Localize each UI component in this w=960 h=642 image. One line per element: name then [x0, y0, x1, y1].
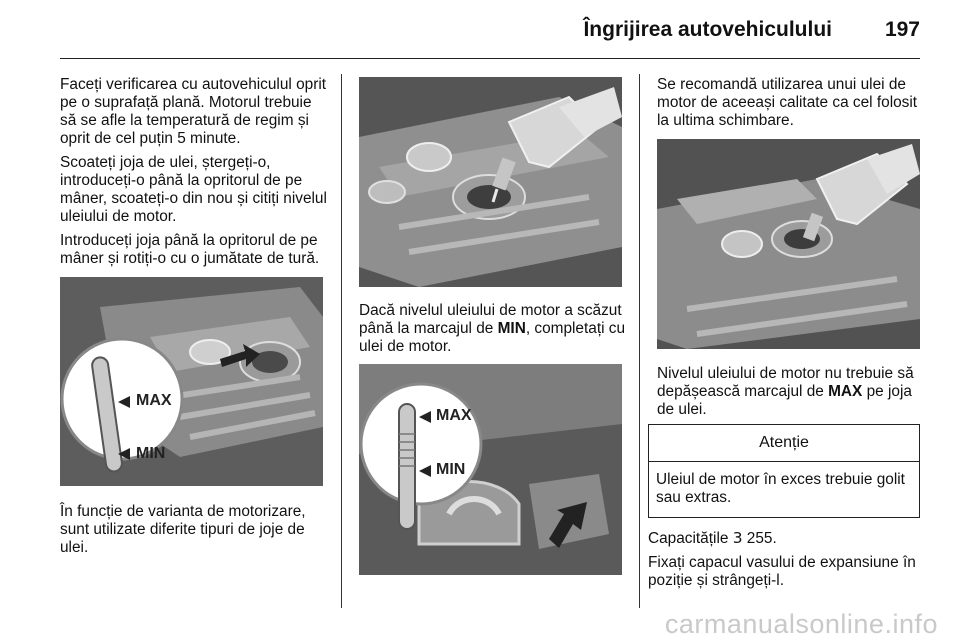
- min-label: MIN: [436, 461, 466, 478]
- page-reference-arrow-icon: 3: [732, 529, 743, 547]
- engine-illustration-3: [359, 364, 622, 575]
- paragraph-max-limit-text-2: pe joja de ulei.: [657, 383, 912, 418]
- engine-illustration-2: [359, 77, 622, 287]
- engine-illustration-1: [60, 277, 323, 486]
- capacities-label: Capacitățile: [648, 530, 733, 547]
- engine-illustration-4: [657, 139, 920, 349]
- header-divider: [60, 58, 920, 59]
- column-3-text-bottom: [648, 529, 923, 596]
- column-1: [60, 76, 332, 274]
- caution-body: Uleiul de motor în exces trebuie golit sau extras.: [656, 471, 905, 506]
- min-mark-bold: MIN: [497, 320, 526, 337]
- column-2-text: [359, 302, 631, 362]
- figure-dipstick-engine-1: [60, 277, 323, 486]
- page-number: 197: [884, 18, 920, 41]
- paragraph-dipstick-types: În funcție de varianta de motorizare, sunt utilizate diferite tipuri de joje de ulei.: [60, 503, 306, 556]
- figure-oil-filling-1: [359, 77, 622, 287]
- watermark: carmanualsonline.info: [664, 609, 938, 639]
- capacities-page-ref: 255.: [742, 530, 777, 547]
- paragraph-top-up: [359, 302, 631, 356]
- max-label: MAX: [136, 392, 172, 409]
- page-title: Îngrijirea autovehiculului: [583, 18, 832, 41]
- figure-oil-filling-2: [657, 139, 920, 349]
- column-divider-2: [639, 74, 640, 608]
- paragraph-check-conditions: Faceți verificarea cu autovehiculul oprit pe o suprafață plană. Motorul trebuie să se afle la temperatură de regim și oprit de cel puțin 5 minute.: [60, 76, 327, 147]
- column-3-text-mid: [657, 365, 923, 425]
- caution-title: Atenție: [649, 425, 919, 462]
- figure-dipstick-engine-2: [359, 364, 622, 575]
- paragraph-oil-quality: Se recomandă utilizarea unui ulei de motor de aceeași calitate ca cel folosit la ultima schimbare.: [657, 76, 918, 129]
- max-mark-bold: MAX: [828, 383, 863, 400]
- paragraph-dipstick-read: Scoateți joja de ulei, ștergeți-o, introduceți-o până la opritorul de pe mâner, scoateți-o din nou și citiți nivelul uleiului de motor.: [60, 154, 327, 225]
- column-divider-1: [341, 74, 342, 608]
- paragraph-capacities: [648, 529, 923, 548]
- caution-box: [648, 424, 920, 518]
- paragraph-expansion-cap: Fixați capacul vasului de expansiune în poziție și strângeți-l.: [648, 554, 916, 589]
- max-label: MAX: [436, 407, 472, 424]
- paragraph-max-limit: [657, 365, 923, 419]
- column-3-text-top: [657, 76, 923, 136]
- min-label: MIN: [136, 445, 166, 462]
- paragraph-max-limit-text-1: Nivelul uleiului de motor nu trebuie să depășească marcajul de: [657, 365, 914, 400]
- column-1-footer: [60, 503, 332, 563]
- paragraph-dipstick-rotate: Introduceți joja până la opritorul de pe mâner și rotiți-o cu o jumătate de tură.: [60, 232, 320, 267]
- paragraph-top-up-text-1: Dacă nivelul uleiului de motor a scăzut până la marcajul de: [359, 302, 622, 337]
- paragraph-top-up-text-2: , completați cu ulei de motor.: [359, 320, 626, 355]
